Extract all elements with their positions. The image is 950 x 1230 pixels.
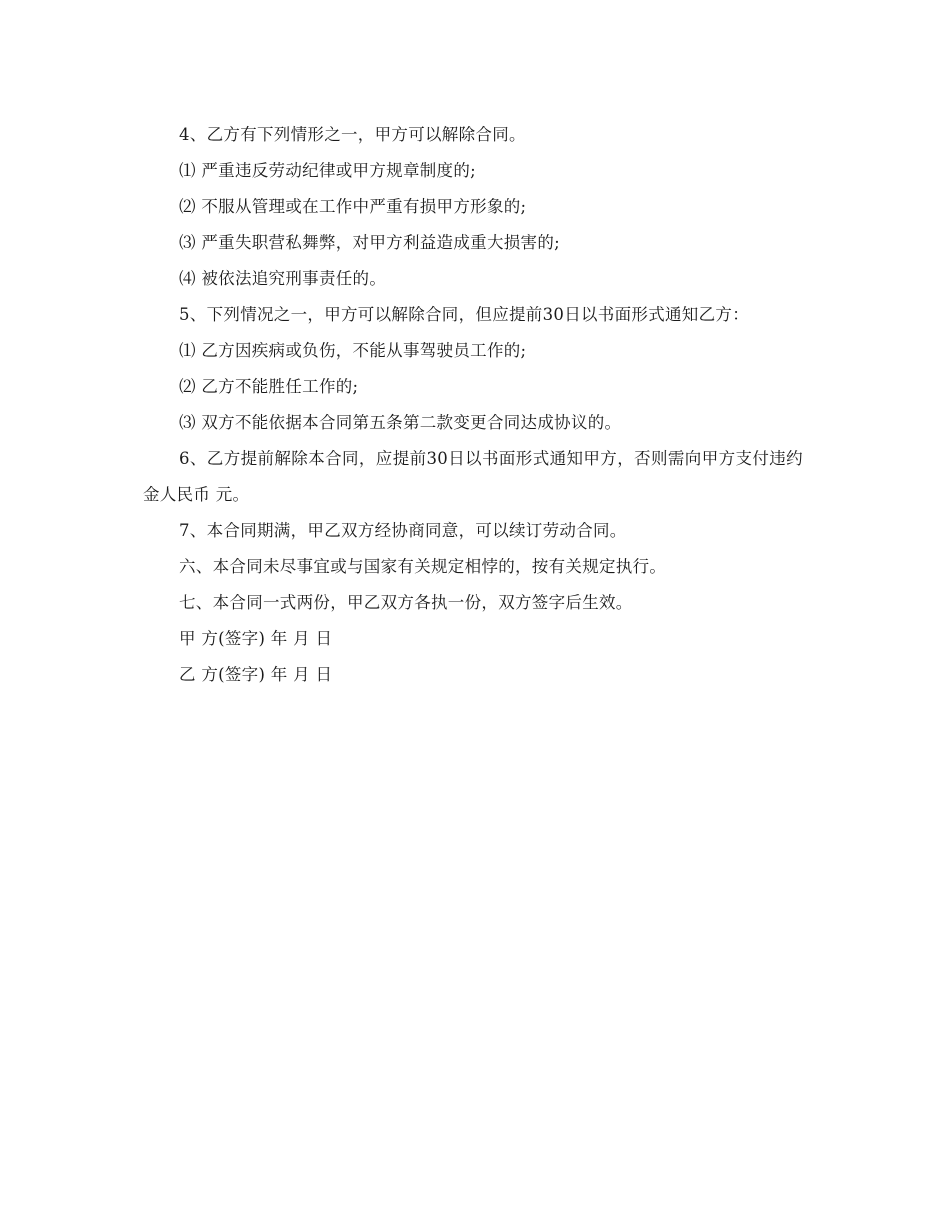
clause-4-item-1: ⑴ 严重违反劳动纪律或甲方规章制度的;	[179, 161, 477, 180]
document-body	[143, 117, 803, 693]
clause-5-item-1: ⑴ 乙方因疾病或负伤，不能从事驾驶员工作的;	[179, 341, 527, 360]
party-b-signature-line: 乙 方(签字) 年 月 日	[179, 665, 333, 684]
clause-4-heading: 4、乙方有下列情形之一，甲方可以解除合同。	[179, 125, 526, 144]
clause-6: 6、乙方提前解除本合同，应提前30日以书面形式通知甲方，否则需向甲方支付违约金人民币 元。	[143, 449, 803, 504]
clause-4-item-4: ⑷ 被依法追究刑事责任的。	[179, 269, 387, 288]
article-6: 六、本合同未尽事宜或与国家有关规定相悖的，按有关规定执行。	[179, 557, 667, 576]
clause-4-item-3: ⑶ 严重失职营私舞弊，对甲方利益造成重大损害的;	[179, 233, 561, 252]
clause-5-item-2: ⑵ 乙方不能胜任工作的;	[179, 377, 359, 396]
clause-5-item-3: ⑶ 双方不能依据本合同第五条第二款变更合同达成协议的。	[179, 413, 622, 432]
article-7: 七、本合同一式两份，甲乙双方各执一份，双方签字后生效。	[179, 593, 633, 612]
party-a-signature-line: 甲 方(签字) 年 月 日	[179, 629, 333, 648]
clause-7: 7、本合同期满，甲乙双方经协商同意，可以续订劳动合同。	[179, 521, 627, 540]
clause-5-heading: 5、下列情况之一，甲方可以解除合同，但应提前30日以书面形式通知乙方：	[179, 305, 749, 324]
clause-4-item-2: ⑵ 不服从管理或在工作中严重有损甲方形象的;	[179, 197, 527, 216]
